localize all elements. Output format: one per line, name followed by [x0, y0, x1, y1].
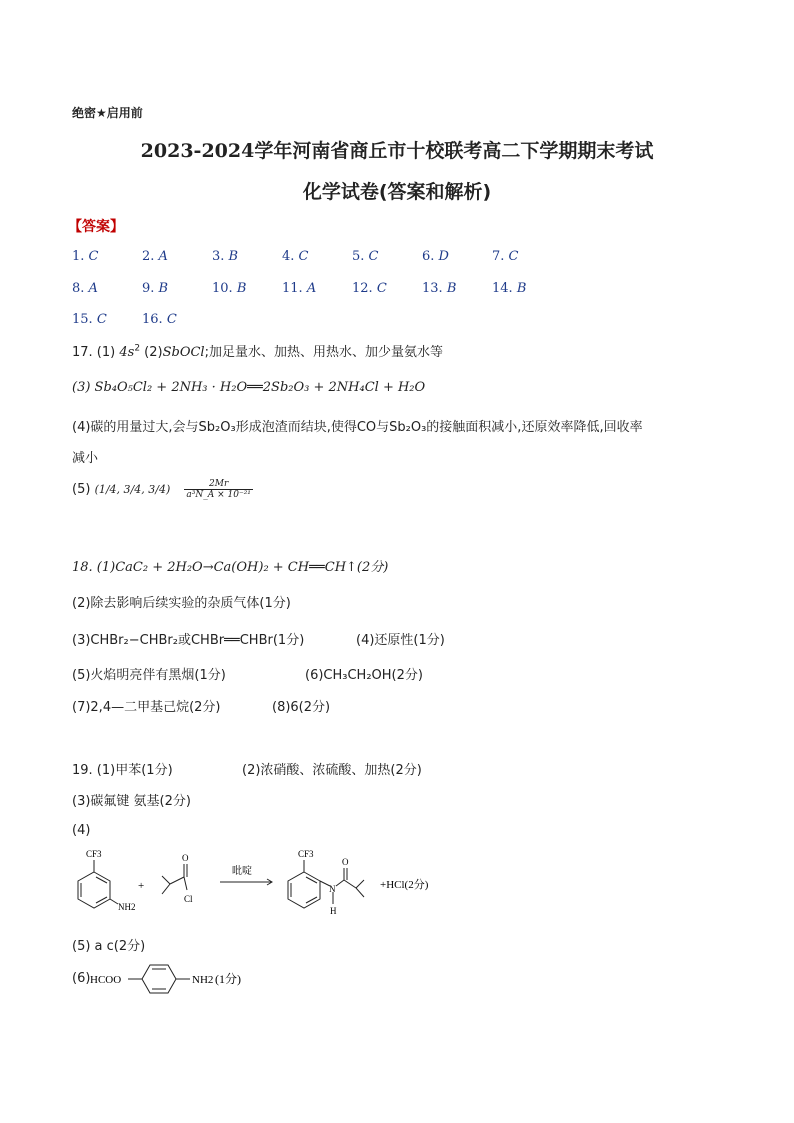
nh2-label: NH2 [118, 902, 136, 912]
mc-answer [212, 281, 246, 296]
q19-structure-6 [90, 960, 280, 996]
mc-answer-choice: B [158, 281, 169, 296]
q17-line4b: 减小 [72, 451, 99, 466]
q17-line5: (5) (1/4, 3/4, 3/4) $\frac{2Mr}{\text{a³N\_A × 10⁻²¹}}$ [72, 479, 251, 500]
cf3-label-a: CF3 [86, 849, 102, 859]
page-title: 2023-2024学年河南省商丘市十校联考高二下学期期末考试 [140, 140, 654, 162]
product-skeleton-icon [288, 860, 364, 908]
mc-answer [492, 249, 519, 264]
q17-line3: (3) Sb₄O₅Cl₂ + 2NH₃ · H₂O══2Sb₂O₃ + 2NH₄Cl + H₂O [72, 380, 426, 395]
mc-answer [282, 249, 309, 264]
mc-answer-number: 11. [282, 281, 303, 296]
mc-answer-number: 4. [282, 249, 295, 264]
secret-label: 绝密★启用前 [72, 106, 143, 120]
mc-answer-choice: B [228, 249, 239, 264]
mc-answer-choice: C [368, 249, 379, 264]
cf3-label-b: CF3 [298, 849, 314, 859]
mc-answer-choice: C [88, 249, 99, 264]
chlorine-label: Cl [184, 894, 193, 904]
q18-line6: (6)CH₃CH₂OH(2分) [305, 668, 423, 683]
reaction-arrow-icon [220, 879, 272, 885]
mc-answer-choice: B [516, 281, 527, 296]
mc-answer-number: 14. [492, 281, 513, 296]
mc-answer-choice: A [88, 281, 98, 296]
mc-answer-number: 12. [352, 281, 373, 296]
mc-answer [352, 249, 379, 264]
mc-answer-choice: B [236, 281, 247, 296]
product-oxygen-label: O [342, 857, 349, 867]
answers-heading: 【答案】 [68, 219, 124, 235]
mc-answer-choice: C [166, 312, 177, 327]
mc-answer [422, 281, 456, 296]
benzene-ring-icon [78, 860, 118, 908]
q19-line5: (5) a c(2分) [72, 939, 146, 954]
mc-answer-number: 6. [422, 249, 435, 264]
q17-coordinate: (1/4, 3/4, 3/4) [94, 483, 171, 496]
mc-answer-number: 7. [492, 249, 505, 264]
nh2-label-6: NH2 [192, 974, 214, 986]
q17-line1: 17. (1) $4s^2$ (2)SbOCl;加足量水、加热、用热水、加少量氨水等 [72, 343, 443, 360]
mc-answer-choice: A [158, 249, 168, 264]
q18-line7: (7)2,4—二甲基己烷(2分) [72, 700, 221, 715]
q19-line3: (3)碳氟键 氨基(2分) [72, 794, 191, 809]
mc-answer-number: 15. [72, 312, 93, 327]
mc-answer [352, 281, 387, 296]
plus-sign: + [138, 880, 145, 892]
q18-line8: (8)6(2分) [272, 700, 331, 715]
q17-line4a: (4)碳的用量过大,会与Sb₂O₃形成泡渣而结块,使得CO与Sb₂O₃的接触面积减小,还原效率降低,回收率 [72, 420, 643, 435]
mc-answer-choice: B [446, 281, 457, 296]
q19-line2: (2)浓硝酸、浓硫酸、加热(2分) [242, 763, 422, 778]
q18-line3: (3)CHBr₂−CHBr₂或CHBr══CHBr(1分) [72, 633, 305, 648]
hydrogen-label: H [330, 906, 337, 916]
mc-answer [72, 312, 107, 327]
mc-answer [212, 249, 238, 264]
hcl-label: +HCl(2分) [380, 879, 429, 891]
mc-answer-number: 13. [422, 281, 443, 296]
page-subtitle: 化学试卷(答案和解析) [302, 181, 492, 203]
score-label-6: (1分) [215, 972, 241, 986]
acyl-chloride-skeleton-icon [162, 864, 187, 894]
q18-line2: (2)除去影响后续实验的杂质气体(1分) [72, 596, 291, 611]
q19-line1: 19. (1)甲苯(1分) [72, 763, 173, 778]
q18-line1: 18. (1)CaC₂ + 2H₂O→Ca(OH)₂ + CH══CH↑(2分) [72, 560, 389, 575]
mc-answer-number: 8. [72, 281, 85, 296]
mc-answer-choice: C [298, 249, 309, 264]
mc-answer [142, 249, 168, 264]
mc-answer-choice: C [376, 281, 387, 296]
mc-answer-choice: D [438, 249, 449, 264]
mc-answer-number: 9. [142, 281, 155, 296]
hcoo-label: HCOO [90, 974, 122, 986]
reaction-scheme [72, 842, 472, 932]
q17-density-fraction: $\frac{2Mr}{\text{a³N\_A × 10⁻²¹}}$ [186, 479, 251, 500]
mc-answer-number: 5. [352, 249, 365, 264]
mc-answer-number: 2. [142, 249, 155, 264]
oxygen-label: O [182, 853, 189, 863]
mc-answer [72, 281, 98, 296]
mc-answer [142, 312, 177, 327]
mc-answer [422, 249, 449, 264]
mc-answer [142, 281, 168, 296]
mc-answer-number: 1. [72, 249, 85, 264]
mc-answer-choice: A [306, 281, 317, 296]
q19-line6: (6) [72, 971, 91, 986]
mc-answer-choice: C [508, 249, 519, 264]
mc-answer [72, 249, 99, 264]
mc-answer-choice: C [96, 312, 107, 327]
mc-answer [492, 281, 526, 296]
mc-answer-number: 16. [142, 312, 163, 327]
q19-line4: (4) [72, 823, 91, 838]
nitrogen-label: N [329, 884, 336, 894]
mc-answer-number: 10. [212, 281, 233, 296]
para-benzene-icon [128, 965, 190, 993]
q18-line5: (5)火焰明亮伴有黑烟(1分) [72, 668, 226, 683]
reagent-label: 吡啶 [232, 866, 252, 877]
mc-answer-number: 3. [212, 249, 225, 264]
q18-line4: (4)还原性(1分) [356, 633, 445, 648]
mc-answer [282, 281, 316, 296]
